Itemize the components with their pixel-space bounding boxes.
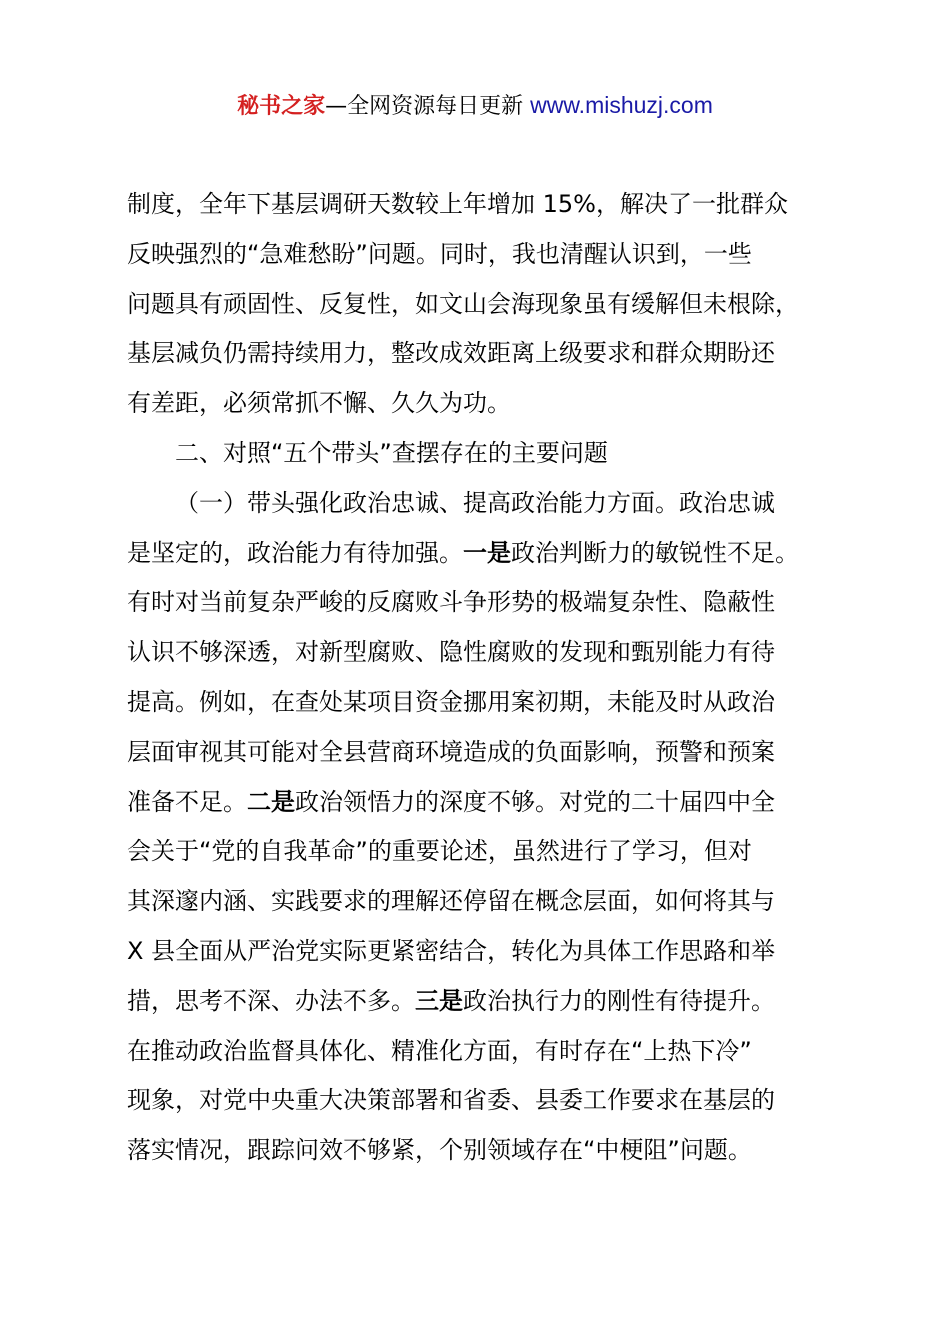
section-heading: 二、对照“五个带头”查摆存在的主要问题 <box>175 438 608 467</box>
point-marker: 一是 <box>463 538 511 567</box>
body-line: 反映强烈的“急难愁盼”问题。同时，我也清醒认识到，一些 <box>127 239 752 268</box>
body-line: 基层减负仍需持续用力，整改成效距离上级要求和群众期盼还 <box>127 339 775 368</box>
point-marker: 二是 <box>247 787 295 816</box>
site-header <box>0 88 950 124</box>
body-text-run: 准备不足。 <box>127 787 247 816</box>
body-line: 有差距，必须常抓不懈、久久为功。 <box>127 389 511 418</box>
body-text-run: 政治判断力的敏锐性不足。 <box>511 538 799 567</box>
body-line: 在推动政治监督具体化、精准化方面，有时存在“上热下冷” <box>127 1036 752 1065</box>
body-line: 有时对当前复杂严峻的反腐败斗争形势的极端复杂性、隐蔽性 <box>127 588 775 617</box>
body-line: 现象，对党中央重大决策部署和省委、县委工作要求在基层的 <box>127 1086 775 1115</box>
body-text-run: 政治执行力的刚性有待提升。 <box>463 986 775 1015</box>
point-marker: 三是 <box>415 986 463 1015</box>
body-line: 问题具有顽固性、反复性，如文山会海现象虽有缓解但未根除， <box>127 289 799 318</box>
body-line: X 县全面从严治党实际更紧密结合，转化为具体工作思路和举 <box>127 936 776 965</box>
body-text-run: 措，思考不深、办法不多。 <box>127 986 415 1015</box>
body-line: 层面审视其可能对全县营商环境造成的负面影响，预警和预案 <box>127 737 775 766</box>
body-text-run: 政治领悟力的深度不够。对党的二十届四中全 <box>295 787 775 816</box>
body-line <box>127 529 827 579</box>
body-text-run: 是坚定的，政治能力有待加强。 <box>127 538 463 567</box>
body-line <box>127 977 827 1027</box>
site-url-link[interactable]: www.mishuzj.com <box>530 92 713 118</box>
site-tagline: —全网资源每日更新 <box>325 94 531 119</box>
body-line: 提高。例如，在查处某项目资金挪用案初期，未能及时从政治 <box>127 687 775 716</box>
subsection-heading: （一）带头强化政治忠诚、提高政治能力方面。政治忠诚 <box>175 488 775 517</box>
site-brand: 秘书之家 <box>237 94 326 119</box>
body-line: 落实情况，跟踪问效不够紧，个别领域存在“中梗阻”问题。 <box>127 1136 752 1165</box>
body-line: 认识不够深透，对新型腐败、隐性腐败的发现和甄别能力有待 <box>127 638 775 667</box>
body-line: 制度，全年下基层调研天数较上年增加 15%，解决了一批群众 <box>127 190 788 218</box>
document-body <box>127 180 827 1176</box>
body-line: 会关于“党的自我革命”的重要论述，虽然进行了学习，但对 <box>127 837 752 866</box>
body-line: 其深邃内涵、实践要求的理解还停留在概念层面，如何将其与 <box>127 887 775 916</box>
body-line <box>127 778 827 828</box>
